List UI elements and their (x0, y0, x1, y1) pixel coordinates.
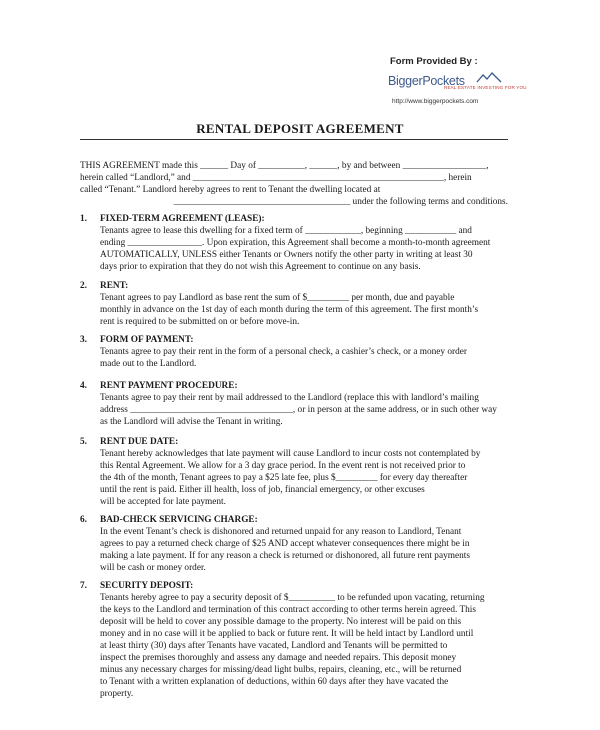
section-heading (80, 514, 508, 526)
section-line: Tenants agree to lease this dwelling for a fixed term of ____________, beginning ___________ and (100, 226, 472, 236)
section-heading (80, 380, 508, 392)
section-title: RENT PAYMENT PROCEDURE: (100, 381, 238, 391)
section-title: RENT: (100, 281, 129, 291)
section-body (100, 392, 508, 428)
section-fixed-term (80, 213, 508, 273)
section-line: will be cash or money order. (100, 563, 206, 573)
section-number: 2. (80, 281, 87, 291)
section-line: made out to the Landlord. (100, 359, 197, 369)
section-bad-check (80, 514, 508, 574)
section-line: agrees to pay a returned check charge of $25 AND accept whatever consequences there might be in (100, 539, 470, 549)
agreement-intro (80, 160, 508, 208)
section-line: this Rental Agreement. We allow for a 3 day grace period. In the event rent is not received prior to (100, 461, 466, 471)
section-heading (80, 280, 508, 292)
section-title: BAD-CHECK SERVICING CHARGE: (100, 515, 258, 525)
section-line: days prior to expiration that they do not wish this Agreement to continue on any basis. (100, 262, 421, 272)
section-title: RENT DUE DATE: (100, 437, 179, 447)
section-form-of-payment (80, 334, 508, 370)
section-heading (80, 213, 508, 225)
section-line: the keys to the Landlord and termination of this contract according to other terms herein agreed. This (100, 605, 476, 615)
section-line: inspect the premises thoroughly and assess any damage and needed repairs. This deposit money (100, 653, 457, 663)
form-provider-header (388, 56, 588, 105)
section-rent (80, 280, 508, 328)
section-line: making a late payment. If for any reason a check is returned or dishonored, all future rent payments (100, 551, 470, 561)
section-line: the 4th of the month, Tenant agrees to pay a $25 late fee, plus $_________ for every day thereafter (100, 473, 468, 483)
section-line: Tenant hereby acknowledges that late payment will cause Landlord to incur costs not contemplated by (100, 449, 481, 459)
section-title: FIXED-TERM AGREEMENT (LEASE): (100, 214, 265, 224)
section-line: Tenants hereby agree to pay a security deposit of $__________ to be refunded upon vacating, returning (100, 593, 485, 603)
section-line: at least thirty (30) days after Tenants have vacated, Landlord and Tenants will be permitted to (100, 641, 448, 651)
intro-line: THIS AGREEMENT made this ______ Day of __________, ______, by and between __________________, (80, 161, 489, 171)
biggerpockets-logo (388, 72, 588, 92)
section-heading (80, 436, 508, 448)
section-payment-procedure (80, 380, 508, 428)
section-line: deposit will be held to cover any possible damage to the property. No interest will be paid on this (100, 617, 462, 627)
section-line: minus any necessary charges for missing/dead light bulbs, repairs, cleaning, etc., will be returned (100, 665, 462, 675)
section-number: 1. (80, 214, 87, 224)
section-line: property. (100, 689, 134, 699)
logo-tagline: REAL ESTATE INVESTING FOR YOU (444, 85, 527, 90)
section-line: monthly in advance on the 1st day of each month during the term of this agreement. The first month’s (100, 305, 479, 315)
section-heading (80, 580, 508, 592)
section-body (100, 448, 508, 508)
section-body (100, 526, 508, 574)
section-line: to Tenant with a written explanation of deductions, within 60 days after they have vacated the (100, 677, 449, 687)
section-line: Tenants agree to pay their rent by mail addressed to the Landlord (replace this with landlord’s mailing (100, 393, 479, 403)
section-line: In the event Tenant’s check is dishonored and returned unpaid for any reason to Landlord, Tenant (100, 527, 462, 537)
section-line: rent is required to be submitted on or before move-in. (100, 317, 300, 327)
intro-line: called “Tenant.” Landlord hereby agrees to rent to Tenant the dwelling located at (80, 185, 381, 195)
form-provided-by-label: Form Provided By : (390, 56, 478, 67)
mountain-logo-icon (476, 72, 502, 83)
section-line: Tenant agrees to pay Landlord as base rent the sum of $_________ per month, due and payable (100, 293, 455, 303)
section-body (100, 225, 508, 273)
title-divider (80, 139, 508, 140)
document-title: RENTAL DEPOSIT AGREEMENT (196, 121, 404, 136)
section-body (100, 346, 508, 370)
section-number: 4. (80, 381, 87, 391)
section-body (100, 592, 508, 700)
section-heading (80, 334, 508, 346)
section-line: money and in no case will it be applied to back or future rent. It will be held intact by Landlord until (100, 629, 474, 639)
provider-url: http://www.biggerpockets.com (392, 98, 479, 105)
section-number: 6. (80, 515, 87, 525)
section-line: AUTOMATICALLY, UNLESS either Tenants or Owners notify the other party in writing at least 30 (100, 250, 473, 260)
section-body (100, 292, 508, 328)
section-security-deposit (80, 580, 508, 700)
section-title: SECURITY DEPOSIT: (100, 581, 194, 591)
intro-line: ______________________________________ under the following terms and conditions. (173, 197, 508, 207)
section-line: will be accepted for late payment. (100, 497, 226, 507)
logo-text: BiggerPockets (388, 74, 465, 88)
section-rent-due-date (80, 436, 508, 508)
section-line: until the rent is paid. Either ill health, loss of job, financial emergency, or other excuses (100, 485, 425, 495)
intro-line: herein called “Landlord,” and ______________________________________________________, herein (80, 173, 472, 183)
section-line: address ___________________________________, or in person at the same address, or in such other way (100, 405, 497, 415)
section-number: 7. (80, 581, 87, 591)
section-line: Tenants agree to pay their rent in the form of a personal check, a cashier’s check, or a money order (100, 347, 468, 357)
section-line: as the Landlord will advise the Tenant in writing. (100, 417, 283, 427)
section-number: 3. (80, 335, 87, 345)
section-title: FORM OF PAYMENT: (100, 335, 194, 345)
section-number: 5. (80, 437, 87, 447)
section-line: ending ________________. Upon expiration, this Agreement shall become a month-to-month agreement (100, 238, 491, 248)
